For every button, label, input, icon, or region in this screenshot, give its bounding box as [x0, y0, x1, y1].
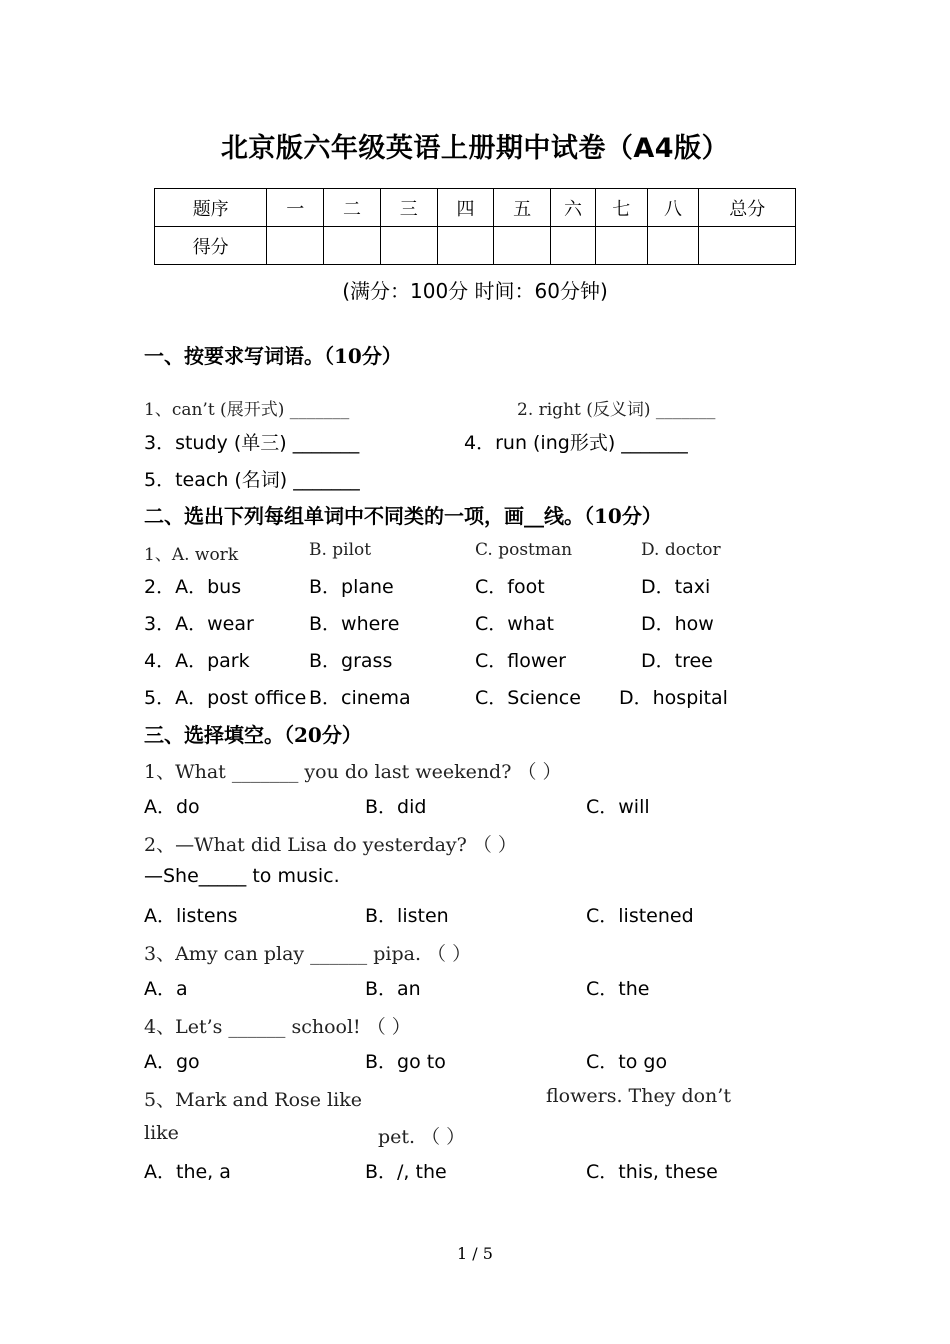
option: C. postman — [475, 540, 573, 560]
table-cell: 六 — [551, 189, 596, 227]
option: D．tree — [641, 650, 713, 672]
option: C．what — [475, 613, 554, 635]
question-stem: 1、What _______ you do last weekend? （ ） — [144, 761, 562, 783]
option: D．how — [641, 613, 714, 635]
score-input-cell[interactable] — [699, 227, 796, 265]
option: C．listened — [586, 905, 694, 927]
option: C．foot — [475, 576, 545, 598]
option: B．did — [365, 796, 427, 818]
score-table-score-row — [155, 227, 796, 265]
question-text: 4．run (ing形式) _______ — [464, 432, 688, 454]
option: B．plane — [309, 576, 394, 598]
option: D．taxi — [641, 576, 711, 598]
option: B．go to — [365, 1051, 446, 1073]
score-input-cell[interactable] — [324, 227, 381, 265]
option: B．listen — [365, 905, 449, 927]
question-stem: like — [144, 1122, 179, 1144]
table-cell: 得分 — [155, 227, 267, 265]
option: B．grass — [309, 650, 393, 672]
question-stem: 2、—What did Lisa do yesterday? （ ） — [144, 834, 517, 856]
score-input-cell[interactable] — [595, 227, 647, 265]
page-number: 1 / 5 — [457, 1244, 493, 1263]
score-table — [154, 188, 796, 265]
option: 2．A．bus — [144, 576, 242, 598]
question-stem: 5、Mark and Rose like — [144, 1089, 362, 1111]
section-heading: 三、选择填空。（20分） — [144, 723, 362, 747]
option: D. doctor — [641, 540, 721, 560]
section-heading: 二、选出下列每组单词中不同类的一项，画__线。（10分） — [144, 504, 662, 528]
option: B．/, the — [365, 1161, 447, 1183]
table-cell: 八 — [647, 189, 699, 227]
option: C．flower — [475, 650, 566, 672]
option: A．do — [144, 796, 200, 818]
option: B．where — [309, 613, 400, 635]
option: C．Science — [475, 687, 581, 709]
option: A．listens — [144, 905, 238, 927]
option: B. pilot — [309, 540, 372, 560]
question-text: 2. right (反义词) _______ — [517, 400, 716, 420]
score-input-cell[interactable] — [494, 227, 551, 265]
option: B．an — [365, 978, 421, 1000]
question-stem: pet. （ ） — [378, 1126, 466, 1148]
question-stem: flowers. They don’t — [546, 1085, 731, 1107]
table-cell: 总分 — [699, 189, 796, 227]
full-score-info: (满分：100分 时间：60分钟) — [342, 279, 608, 303]
question-text: 1、can’t (展开式) _______ — [144, 400, 350, 420]
option: 5．A．post office — [144, 687, 307, 709]
table-cell: 二 — [324, 189, 381, 227]
table-cell: 题序 — [155, 189, 267, 227]
option: 3．A．wear — [144, 613, 254, 635]
option: 4．A．park — [144, 650, 250, 672]
score-input-cell[interactable] — [647, 227, 699, 265]
score-table-header-row — [155, 189, 796, 227]
option: 1、A. work — [144, 545, 239, 565]
section-heading: 一、按要求写词语。（10分） — [144, 344, 402, 368]
score-input-cell[interactable] — [267, 227, 324, 265]
page-title: 北京版六年级英语上册期中试卷（A4版） — [220, 133, 730, 164]
question-stem: —She_____ to music. — [144, 865, 340, 887]
table-cell: 七 — [595, 189, 647, 227]
question-text: 3．study (单三) _______ — [144, 432, 360, 454]
table-cell: 四 — [437, 189, 494, 227]
score-input-cell[interactable] — [380, 227, 437, 265]
option: A．a — [144, 978, 188, 1000]
option: A．the, a — [144, 1161, 231, 1183]
table-cell: 三 — [380, 189, 437, 227]
option: A．go — [144, 1051, 200, 1073]
option: C．will — [586, 796, 650, 818]
question-stem: 3、Amy can play ______ pipa. （ ） — [144, 943, 472, 965]
option: C．this, these — [586, 1161, 718, 1183]
question-stem: 4、Let’s ______ school! （ ） — [144, 1016, 411, 1038]
option: D．hospital — [619, 687, 728, 709]
option: C．to go — [586, 1051, 668, 1073]
question-text: 5．teach (名词) _______ — [144, 469, 360, 491]
table-cell: 一 — [267, 189, 324, 227]
option: B．cinema — [309, 687, 411, 709]
option: C．the — [586, 978, 650, 1000]
table-cell: 五 — [494, 189, 551, 227]
score-input-cell[interactable] — [551, 227, 596, 265]
score-input-cell[interactable] — [437, 227, 494, 265]
